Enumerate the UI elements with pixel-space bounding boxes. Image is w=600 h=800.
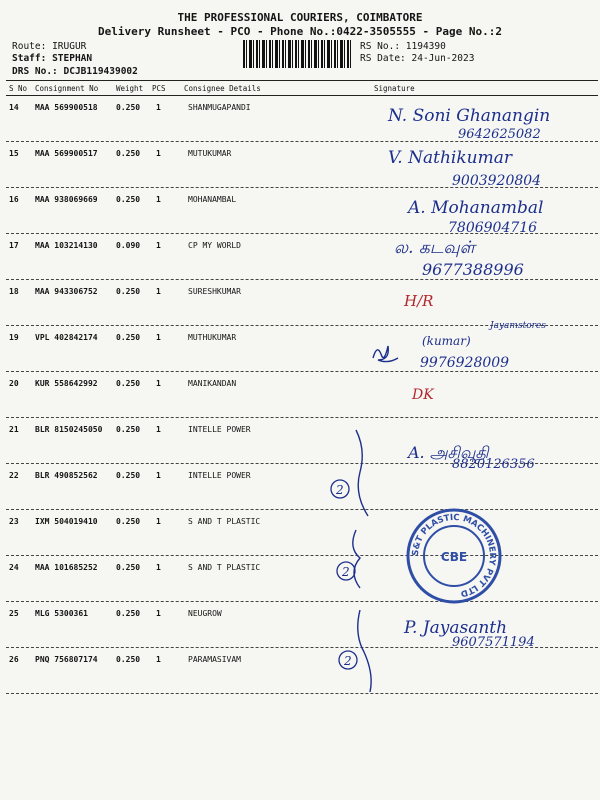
- row-consignment-no: MAA 101685252: [35, 563, 98, 572]
- row-sno: 25: [9, 609, 19, 618]
- row-pcs: 1: [156, 287, 161, 296]
- row-weight: 0.250: [116, 471, 141, 480]
- row-weight: 0.250: [116, 517, 141, 526]
- row-weight: 0.090: [116, 241, 141, 250]
- stamp-ring-text: S&T PLASTIC MACHINERY PVT LTD: [410, 512, 498, 599]
- row-weight: 0.250: [116, 425, 141, 434]
- sig-14-phone: 9642625082: [458, 127, 541, 142]
- col-consignment: Consignment No: [35, 84, 99, 93]
- row-consignment-no: BLR 490852562: [35, 471, 98, 480]
- rs-no-label: RS No.:: [360, 41, 401, 52]
- col-weight: Weight: [116, 84, 144, 93]
- row-pcs: 1: [156, 609, 161, 618]
- sig-20-mark: DK: [412, 387, 434, 403]
- sig-15-name: V. Nathikumar: [388, 148, 512, 168]
- sig-14-name: N. Soni Ghanangin: [388, 106, 551, 126]
- row-weight: 0.250: [116, 655, 141, 664]
- staff-value: STEPHAN: [52, 53, 93, 64]
- row-sno: 21: [9, 425, 19, 434]
- staff-label: Staff:: [12, 53, 47, 64]
- bracket-25-26: [358, 610, 371, 692]
- runsheet-subtitle: Delivery Runsheet - PCO - Phone No.:0422-3505555 - Page No.:2: [98, 25, 502, 38]
- rs-date-value: 24-Jun-2023: [411, 53, 475, 64]
- sig-19-note: (kumar): [422, 334, 471, 348]
- row-sno: 16: [9, 195, 19, 204]
- stamp-center-text: CBE: [440, 550, 468, 564]
- row-consignee: INTELLE POWER: [188, 471, 251, 480]
- row-consignment-no: IXM 504019410: [35, 517, 98, 526]
- sig-19-phone: 9976928009: [420, 355, 510, 371]
- company-title: THE PROFESSIONAL COURIERS, COIMBATORE: [177, 11, 423, 24]
- row-weight: 0.250: [116, 287, 141, 296]
- row-consignment-no: KUR 558642992: [35, 379, 98, 388]
- row-weight: 0.250: [116, 609, 141, 618]
- drs-value: DCJB119439002: [63, 66, 138, 77]
- row-sno: 19: [9, 333, 19, 342]
- row-weight: 0.250: [116, 563, 141, 572]
- row-consignee: MUTHUKUMAR: [188, 333, 237, 342]
- row-pcs: 1: [156, 563, 161, 572]
- rs-no-value: 1194390: [405, 41, 446, 52]
- row-weight: 0.250: [116, 103, 141, 112]
- sig-25-name: P. Jayasanth: [404, 618, 508, 638]
- row-pcs: 1: [156, 195, 161, 204]
- row-consignee: SHANMUGAPANDI: [188, 103, 251, 112]
- row-sno: 14: [9, 103, 19, 112]
- row-consignee: NEUGROW: [188, 609, 222, 618]
- col-sno: S No: [9, 84, 28, 93]
- sig-17-name: ல. கடவுள்: [394, 238, 475, 258]
- route-value: IRUGUR: [52, 41, 87, 52]
- row-consignment-no: PNQ 756807174: [35, 655, 98, 664]
- row-consignee: INTELLE POWER: [188, 425, 251, 434]
- row-sno: 22: [9, 471, 19, 480]
- sig-19-scribble: [373, 346, 398, 362]
- row-sno: 15: [9, 149, 19, 158]
- row-pcs: 1: [156, 149, 161, 158]
- sig-16-phone: 7806904716: [448, 220, 538, 236]
- row-consignment-no: MAA 569900517: [35, 149, 98, 158]
- row-consignment-no: BLR 8150245050: [35, 425, 103, 434]
- mark-26: 2: [344, 654, 352, 668]
- col-signature: Signature: [374, 84, 415, 93]
- row-weight: 0.250: [116, 195, 141, 204]
- row-sno: 17: [9, 241, 19, 250]
- sig-16-name: A. Mohanambal: [408, 198, 544, 218]
- row-consignment-no: MAA 569900518: [35, 103, 98, 112]
- sig-21-phone: 8820126356: [452, 457, 535, 472]
- row-consignment-no: MAA 938069669: [35, 195, 98, 204]
- sig-18-mark: H/R: [404, 292, 434, 310]
- row-consignment-no: MAA 943306752: [35, 287, 98, 296]
- row-consignee: CP MY WORLD: [188, 241, 241, 250]
- mark-24: 2: [342, 565, 350, 579]
- bracket-21-22: [356, 430, 368, 516]
- row-consignee: MANIKANDAN: [188, 379, 237, 388]
- row-sno: 23: [9, 517, 19, 526]
- row-weight: 0.250: [116, 379, 141, 388]
- row-consignee: SURESHKUMAR: [188, 287, 241, 296]
- row-pcs: 1: [156, 103, 161, 112]
- col-consignee: Consignee Details: [184, 84, 261, 93]
- row-pcs: 1: [156, 471, 161, 480]
- row-consignment-no: VPL 402842174: [35, 333, 98, 342]
- mark-22: 2: [336, 483, 344, 497]
- row-consignee: MOHANAMBAL: [188, 195, 237, 204]
- row-pcs: 1: [156, 333, 161, 342]
- col-pcs: PCS: [152, 84, 166, 93]
- bracket-23-24: [353, 530, 360, 588]
- sig-21-name: A. அசிவுதி: [408, 443, 489, 462]
- row-sno: 18: [9, 287, 19, 296]
- sig-15-phone: 9003920804: [452, 173, 542, 189]
- rs-date-label: RS Date:: [360, 53, 406, 64]
- row-pcs: 1: [156, 425, 161, 434]
- sig-19-store: Jayamstores: [490, 321, 546, 331]
- row-sno: 24: [9, 563, 19, 572]
- row-consignment-no: MLG 5300361: [35, 609, 88, 618]
- row-sno: 26: [9, 655, 19, 664]
- row-consignment-no: MAA 103214130: [35, 241, 98, 250]
- row-pcs: 1: [156, 379, 161, 388]
- company-stamp: [408, 510, 500, 602]
- sig-25-phone: 9607571194: [452, 635, 535, 650]
- row-pcs: 1: [156, 655, 161, 664]
- sig-17-phone: 9677388996: [422, 260, 524, 279]
- row-consignee: PARAMASIVAM: [188, 655, 241, 664]
- row-weight: 0.250: [116, 149, 141, 158]
- row-pcs: 1: [156, 241, 161, 250]
- row-pcs: 1: [156, 517, 161, 526]
- drs-label: DRS No.:: [12, 66, 58, 77]
- row-consignee: MUTUKUMAR: [188, 149, 232, 158]
- row-sno: 20: [9, 379, 19, 388]
- row-consignee: S AND T PLASTIC: [188, 563, 261, 572]
- row-weight: 0.250: [116, 333, 141, 342]
- route-label: Route:: [12, 41, 47, 52]
- row-consignee: S AND T PLASTIC: [188, 517, 261, 526]
